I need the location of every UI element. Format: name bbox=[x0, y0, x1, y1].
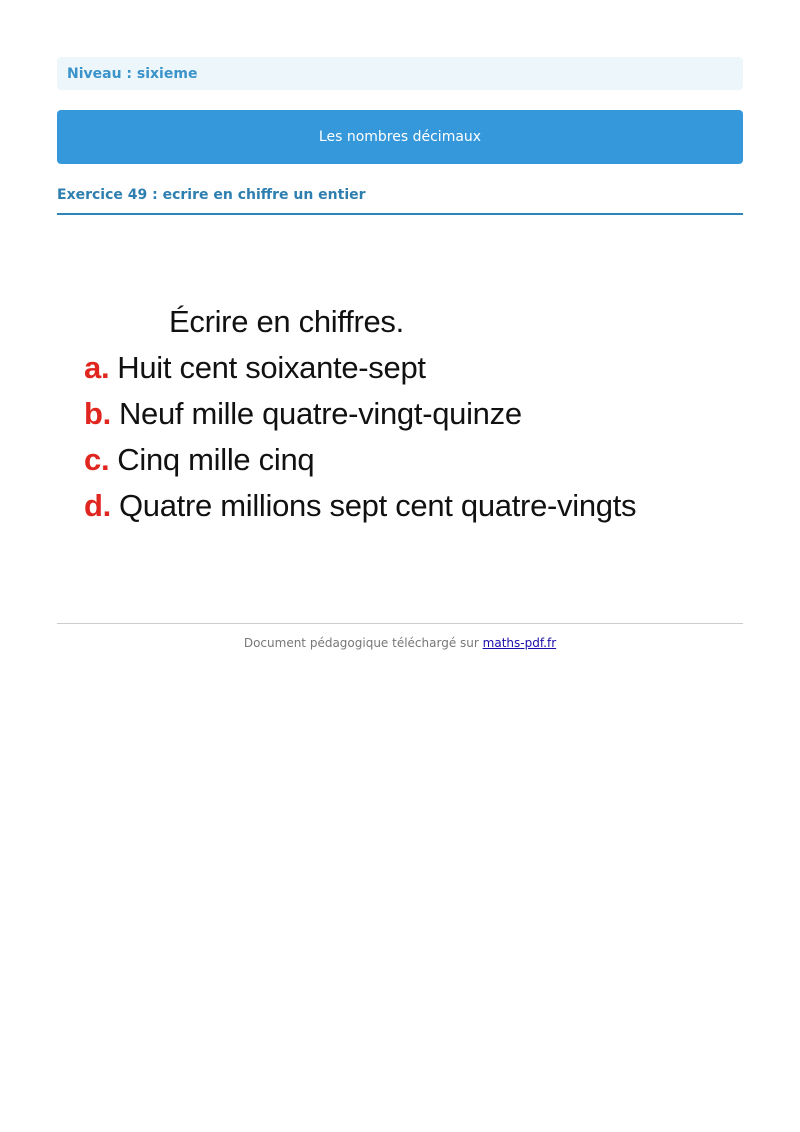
item-text: Cinq mille cinq bbox=[117, 442, 315, 477]
item-letter: a. bbox=[84, 350, 110, 385]
level-label: Niveau : sixieme bbox=[67, 65, 198, 82]
item-text: Quatre millions sept cent quatre-vingts bbox=[118, 488, 637, 523]
chapter-title: Les nombres décimaux bbox=[318, 129, 482, 145]
item-letter: b. bbox=[84, 396, 111, 431]
item-text: Neuf mille quatre-vingt-quinze bbox=[118, 396, 522, 431]
item-letter: d. bbox=[84, 488, 111, 523]
item-letter: c. bbox=[84, 442, 110, 477]
footer-text: Document pédagogique téléchargé sur bbox=[243, 636, 479, 650]
exercise-item-a bbox=[84, 346, 426, 390]
item-text: Huit cent soixante-sept bbox=[117, 350, 426, 385]
exercise-statement bbox=[80, 298, 720, 538]
level-box bbox=[57, 57, 743, 90]
footer-divider bbox=[57, 623, 743, 624]
chapter-banner bbox=[57, 110, 743, 164]
exercise-heading: Écrire en chiffres. bbox=[169, 304, 404, 339]
exercise-item-b bbox=[84, 392, 522, 436]
exercise-item-d bbox=[84, 484, 636, 528]
footer bbox=[57, 634, 743, 652]
footer-link[interactable]: maths-pdf.fr bbox=[482, 636, 557, 650]
exercise-item-c bbox=[84, 438, 314, 482]
exercise-title: Exercice 49 : ecrire en chiffre un entier bbox=[57, 184, 743, 215]
